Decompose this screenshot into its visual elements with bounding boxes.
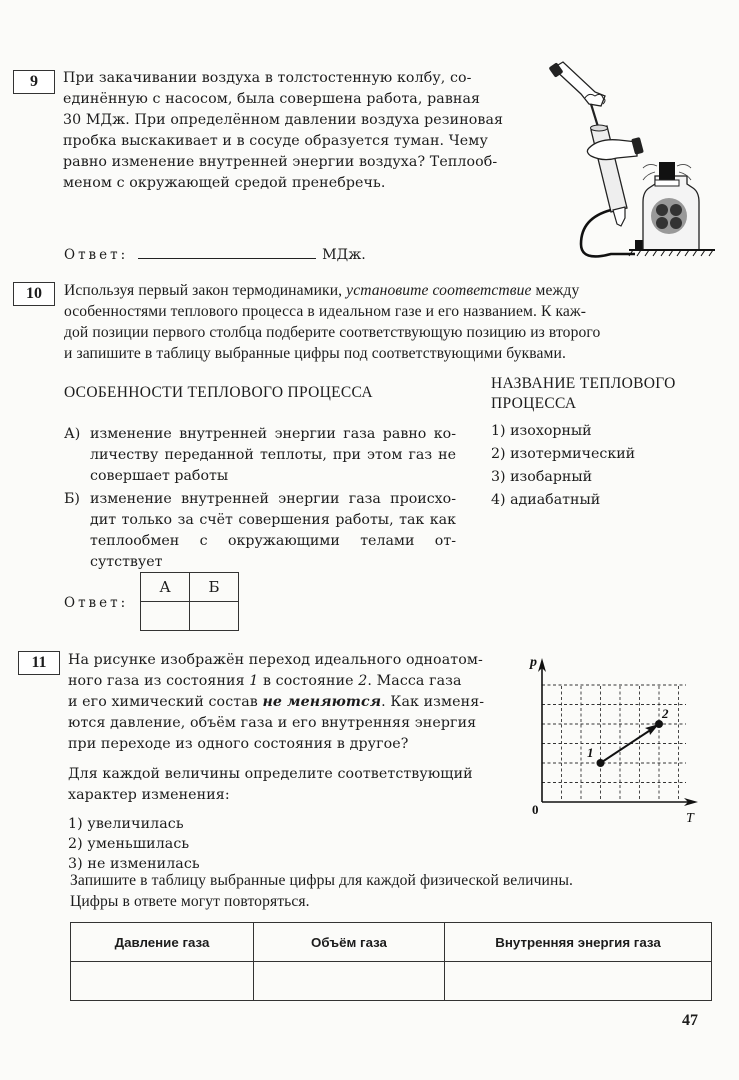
feature-text: изменение внутренней энергии газа происходит только за счёт совершения работы, так как теплообмен с окружающими телами отсутствует	[90, 491, 456, 570]
option-label: 3)	[68, 856, 83, 872]
q11-text-span: . Масса газа	[367, 673, 462, 689]
p-axis-label: p	[530, 655, 537, 670]
state-1-label: 1	[587, 745, 594, 760]
q10-intro	[64, 280, 698, 364]
item-label: 2)	[491, 446, 506, 462]
feature-item-a	[64, 424, 456, 487]
item-text: изохорный	[510, 423, 592, 439]
feature-text: изменение внутренней энергии газа равно количеству переданной теплоты, при этом газ не совершает работы	[90, 426, 456, 484]
process-name-item	[491, 466, 635, 489]
item-text: адиабатный	[510, 492, 601, 508]
q11-text-span: . Как изменя-	[381, 694, 485, 710]
question-number-11: 11	[18, 651, 60, 675]
p-t-chart-svg	[528, 650, 703, 825]
q10-answer-label: Ответ:	[64, 595, 129, 611]
item-label: 4)	[491, 492, 506, 508]
features-list	[64, 424, 456, 573]
answer-cell-volume[interactable]	[254, 962, 445, 1001]
state-point-1	[597, 759, 605, 767]
feature-label: Б)	[64, 491, 80, 507]
item-label: 1)	[491, 423, 506, 439]
q9-line: 30 МДж. При определённом давлении воздуха резиновая	[63, 112, 504, 128]
answer-label: Ответ:	[64, 247, 129, 263]
question-number-9: 9	[13, 70, 55, 94]
q11-line: ются давление, объём газа и его внутренняя энергия	[68, 715, 477, 731]
process-name-item	[491, 489, 635, 512]
q10-intro-line: дой позиции первого столбца подберите соответствующую позицию из второго	[64, 324, 601, 341]
state-1-ref: 1	[249, 673, 259, 689]
process-name-item	[491, 443, 635, 466]
answer-cell-a[interactable]	[141, 602, 190, 631]
state-2-label: 2	[662, 706, 669, 721]
instruction-line: Запишите в таблицу выбранные цифры для каждой физической величины.	[70, 872, 574, 889]
process-names-list	[491, 420, 635, 512]
q11-option	[68, 834, 512, 854]
q9-answer-field[interactable]	[138, 244, 316, 259]
q11-emphasis: не меняются	[262, 694, 382, 710]
q9-line: меном с окружающей средой пренебречь.	[63, 175, 386, 191]
q11-instruction-line: Для каждой величины определите соответствующий	[68, 766, 473, 782]
q10-answer-table	[140, 572, 239, 631]
heading-line: НАЗВАНИЕ ТЕПЛОВОГО	[491, 375, 676, 392]
q10-intro-text: Используя первый закон термодинамики,	[64, 282, 347, 299]
answer-unit: МДж.	[322, 247, 366, 263]
option-label: 1)	[68, 816, 83, 832]
q9-line: равно изменение внутренней энергии воздуха? Теплооб-	[63, 154, 498, 170]
pump-flask-illustration	[545, 58, 735, 268]
q11-line	[68, 671, 512, 692]
q11-line: при переходе из одного состояния в другое?	[68, 736, 409, 752]
q9-line: При закачивании воздуха в толстостенную колбу, со-	[63, 70, 472, 86]
header-pressure: Давление газа	[71, 923, 254, 962]
header-internal-energy: Внутренняя энергия газа	[445, 923, 712, 962]
option-text: не изменилась	[87, 856, 200, 872]
process-name-item	[491, 420, 635, 443]
q10-intro-line	[64, 280, 698, 301]
q11-text-span: и его химический состав	[68, 694, 263, 710]
q11-text	[68, 650, 512, 874]
q11-answer-table	[70, 922, 712, 1001]
q10-intro-line: особенностями теплового процесса в идеальном газе и его названием. К каж-	[64, 303, 587, 320]
process-names-heading	[491, 374, 676, 414]
q11-option	[68, 814, 512, 834]
q11-instruction-line: характер изменения:	[68, 787, 230, 803]
origin-label: 0	[532, 802, 539, 817]
q11-text-span: ного газа из состояния	[68, 673, 250, 689]
q9-line: пробка выскакивает и в сосуде образуется туман. Чему	[63, 133, 488, 149]
answer-header-a: А	[141, 573, 190, 602]
q10-intro-italic: установите соответствие	[346, 282, 532, 299]
answer-cell-internal-energy[interactable]	[445, 962, 712, 1001]
page-number: 47	[682, 1012, 698, 1029]
answer-cell-pressure[interactable]	[71, 962, 254, 1001]
instruction-line: Цифры в ответе могут повторяться.	[70, 893, 310, 910]
question-number-10: 10	[13, 282, 55, 306]
feature-label: А)	[64, 426, 81, 442]
p-t-graph	[528, 650, 703, 825]
answer-header-b: Б	[190, 573, 239, 602]
features-heading: ОСОБЕННОСТИ ТЕПЛОВОГО ПРОЦЕССА	[64, 384, 373, 401]
item-text: изотермический	[510, 446, 636, 462]
q9-answer-row	[64, 244, 366, 263]
heading-line: ПРОЦЕССА	[491, 395, 577, 412]
answer-cell-b[interactable]	[190, 602, 239, 631]
q11-text-span: в состояние	[258, 673, 359, 689]
option-label: 2)	[68, 836, 83, 852]
feature-item-b	[64, 489, 456, 573]
q10-intro-line: и запишите в таблицу выбранные цифры под соответствующими буквами.	[64, 345, 566, 362]
q11-line: На рисунке изображён переход идеального одноатом-	[68, 652, 483, 668]
q11-table-instruction	[70, 870, 698, 912]
q9-line: единённую с насосом, была совершена работа, равная	[63, 91, 481, 107]
item-label: 3)	[491, 469, 506, 485]
item-text: изобарный	[510, 469, 593, 485]
q10-intro-text: между	[531, 282, 580, 299]
state-2-ref: 2	[358, 673, 368, 689]
q11-line	[68, 692, 512, 713]
state-point-2	[655, 720, 663, 728]
t-axis-label: T	[686, 811, 694, 825]
q9-text	[63, 68, 525, 194]
option-text: увеличилась	[87, 816, 184, 832]
header-volume: Объём газа	[254, 923, 445, 962]
pump-flask-icon	[545, 58, 735, 268]
option-text: уменьшилась	[87, 836, 190, 852]
